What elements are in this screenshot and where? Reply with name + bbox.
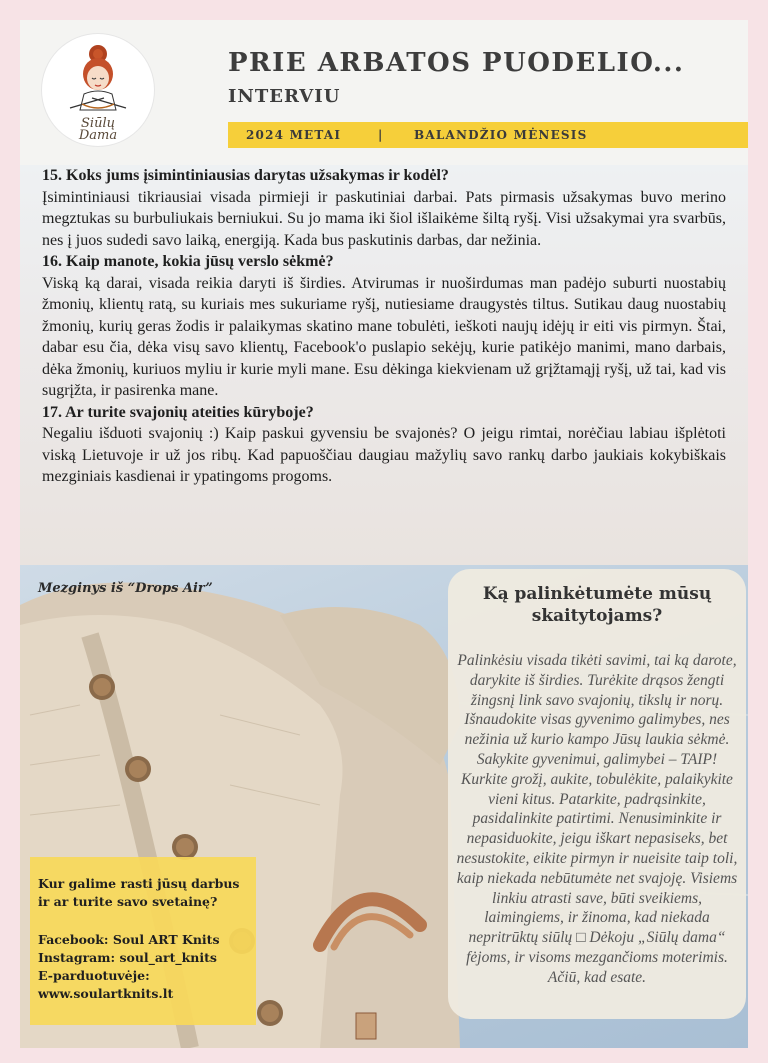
- interview-text-area: [20, 165, 748, 565]
- question-15: 15. Koks jums įsimintiniausias darytas užsakymas ir kodėl?: [42, 167, 449, 184]
- photo-caption: Mezginys iš “Drops Air”: [38, 581, 213, 596]
- question-17: 17. Ar turite svajonių ateities kūryboje?: [42, 403, 314, 421]
- website-link[interactable]: www.soulartknits.lt: [38, 986, 174, 1001]
- answer-16: Viską ką darai, visada reikia daryti iš širdies. Atvirumas ir nuoširdumas man padėjo suburti nuostabių žmonių, klientų ratą, su kuriais mes sukuriame ryšį, nutiesiame draugystės tiltus. Sutikau daug nuostabių žmonių, kurių geras žodis ir palaikymas skatino mane tobulėti, ieškoti naujų idėjų ir eiti vis pirmyn. Štai, dabar esu čia, dėka visų savo klientų, Facebook'o puslapio sekėjų, kurie patikėjo manimi, mano darbais, dėka žmonių, kuriuos myliu ir kurie myli mane. Esu dėkinga kiekvienam už grįžtamąjį ryšį, už tai, kad vis sugrįžta, ir pasirenka mane.: [42, 274, 726, 399]
- answer-17: Negaliu išduoti svajonių :) Kaip paskui gyvensiu be svajonės? O jeigu rimtai, norėčiau labiau išplėtoti viską Lietuvoje ir už jos ribų. Kad papuoščiau daugiau mažylių savo rankų darbo jaukiais kokybiškais mezginiais kasdienai ir ypatingoms progoms.: [42, 425, 726, 485]
- contact-box: [30, 857, 256, 1025]
- facebook-link[interactable]: Facebook: Soul ART Knits: [38, 932, 220, 947]
- date-separator: |: [378, 128, 384, 142]
- wishes-title-line1: Ką palinkėtumėte mūsų: [482, 584, 712, 604]
- contact-question-line2: ir ar turite savo svetainę?: [38, 894, 218, 909]
- logo-text-dama: Dama: [78, 128, 118, 143]
- year-label: 2024 METAI: [246, 128, 342, 142]
- answer-15: Įsimintiniausi tikriausiai visada pirmieji ir paskutiniai darbai. Pats pirmasis užsakymas buvo merino megztukas su burbuliukais berniukui. Su jo mama iki šiol išlaikėme šiltą ryšį. Visi užsakymai yra svarbūs, nes į juos sudedi savo laiką, energiją. Kada bus paskutinis darbas, dar nežinia.: [42, 188, 726, 249]
- logo-text-siulu: Siūlų: [81, 116, 115, 131]
- question-16: 16. Kaip manote, kokia jūsų verslo sėkmė?: [42, 253, 334, 270]
- date-bar: [228, 122, 748, 148]
- magazine-page: [20, 20, 748, 1048]
- logo: [42, 34, 154, 146]
- wishes-text: Palinkėsiu visada tikėti savimi, tai ką darote, darykite iš širdies. Turėkite drąsos žengti žingsnį link savo svajonių, tikslų ir norų. Išnaudokite visas gyvenimo galimybes, nes nežinia už kurio kampo Jūsų laukia sėkmė. Sakykite gyvenimui, galimybei – TAIP! Kurkite grožį, aukite, tobulėkite, palaikykite vieni kitus. Patarkite, padrąsinkite, pasidalinkite patirtimi. Nenusiminkite ir nepasiduokite, jeigu iškart nepasiseks, bet nesustokite, eikite pirmyn ir nueisite taip toli, kaip niekada nebūtumėte net svajoję. Visiems linkiu atrasti save, būti sveikiems, laimingiems, ir žinoma, kad niekada nepritrūktų siūlų □ Dėkoju „Siūlų dama“ fėjoms, ir visoms mezgančioms moterimis. Ačiū, kad esate.: [456, 652, 738, 986]
- header: [20, 20, 748, 165]
- page-subtitle: INTERVIU: [228, 86, 341, 107]
- wishes-title-line2: skaitytojams?: [531, 606, 663, 626]
- sweater-photo: [20, 565, 748, 1048]
- interview-qa: [42, 165, 726, 488]
- contact-question-line1: Kur galime rasti jūsų darbus: [38, 876, 240, 891]
- instagram-link[interactable]: Instagram: soul_art_knits: [38, 950, 217, 965]
- wishes-title: [448, 583, 746, 627]
- wishes-box: [448, 569, 746, 1019]
- month-label: BALANDŽIO MĖNESIS: [414, 128, 588, 142]
- page-title: PRIE ARBATOS PUODELIO...: [228, 48, 685, 78]
- shop-label: E-parduotuvėje:: [38, 968, 150, 983]
